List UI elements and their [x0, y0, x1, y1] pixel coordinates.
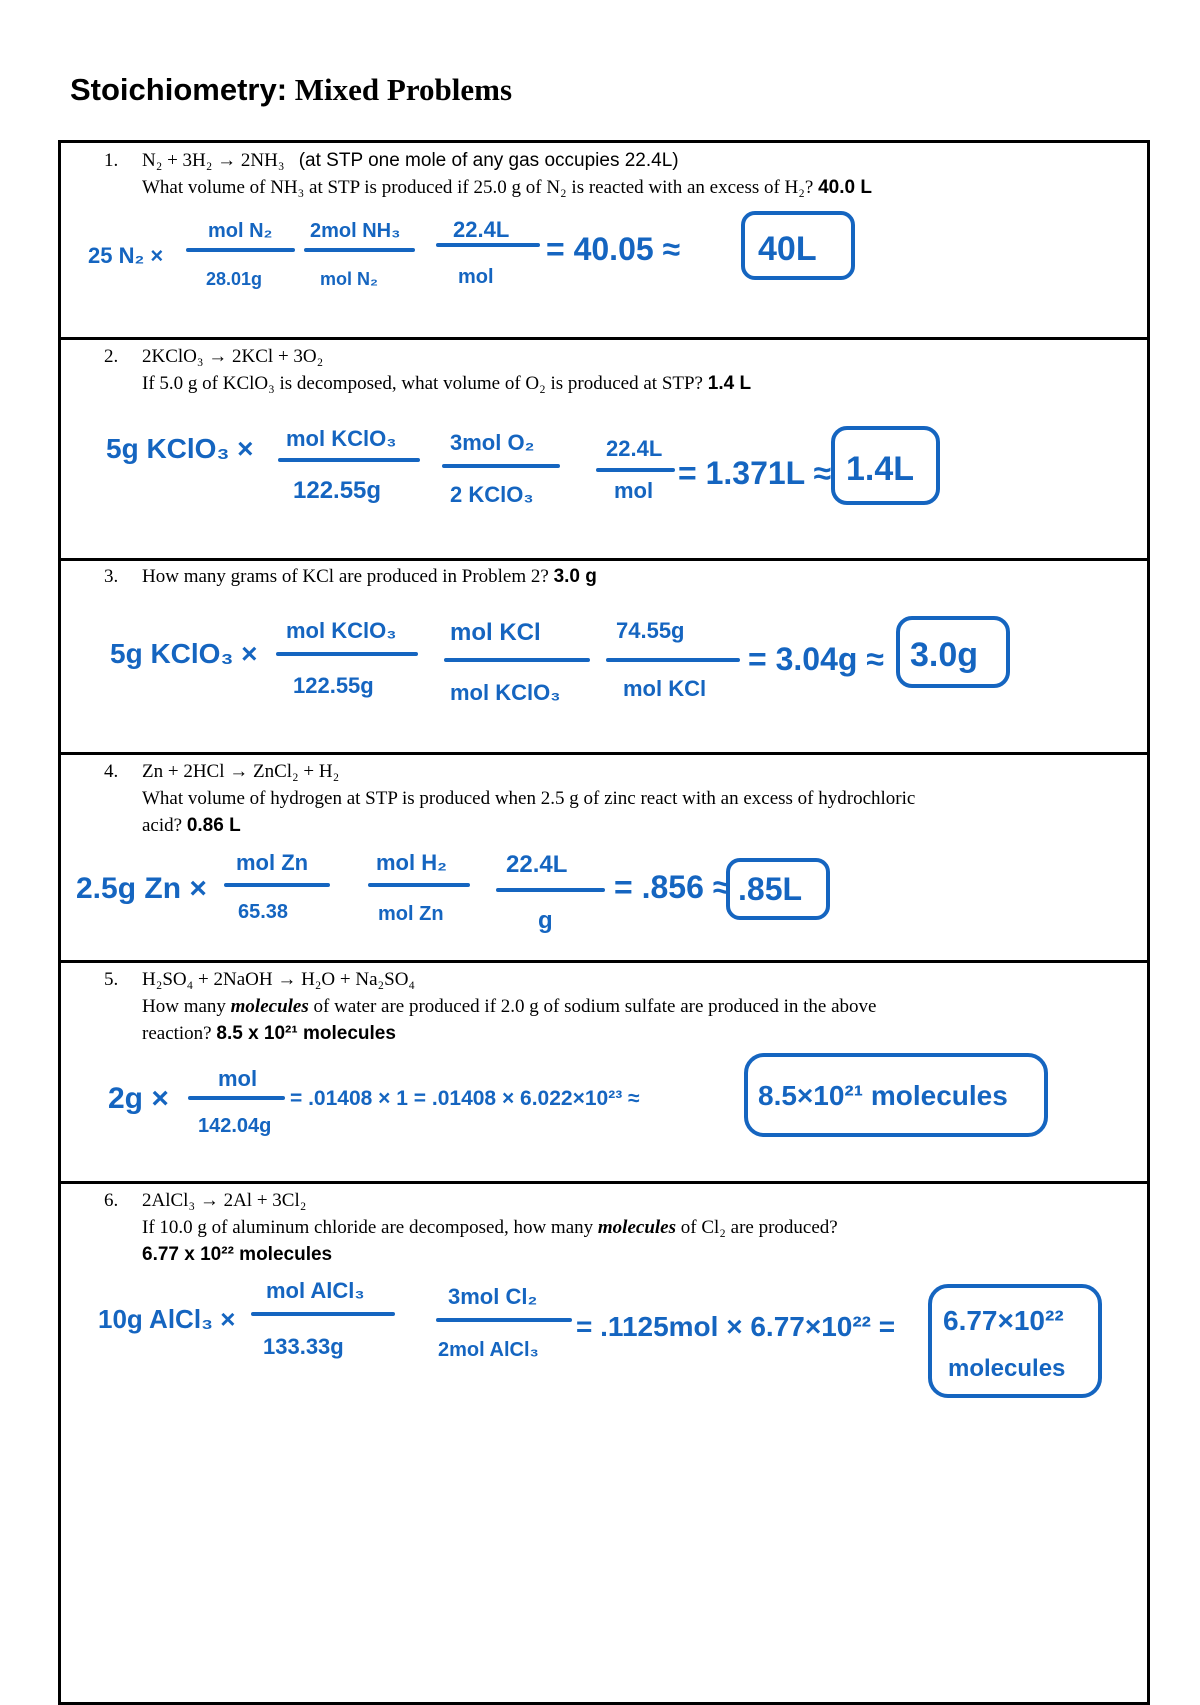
work-factor-denominator: mol KCl	[623, 676, 707, 701]
problem-emphasis: molecules	[597, 1217, 676, 1238]
work-factor-numerator: mol Zn	[236, 850, 309, 875]
work-factor-denominator: 122.55g	[293, 477, 382, 504]
problem-answer: 0.86 L	[186, 815, 241, 836]
work-factor-denominator: mol N₂	[320, 269, 378, 289]
problem-question: How many grams of KCl are produced in Problem 2?	[142, 566, 549, 587]
work-start: 10g AlCl₃ ×	[98, 1304, 236, 1334]
work-factor-denominator: mol KClO₃	[450, 680, 561, 705]
problem-question-cont: reaction?	[142, 1023, 212, 1044]
work-factor-denominator: 133.33g	[263, 1334, 344, 1359]
handwritten-work-6	[58, 1268, 1150, 1408]
problem-number: 5.	[104, 969, 119, 990]
work-factor-numerator: 22.4L	[506, 851, 568, 878]
work-start: 2.5g Zn ×	[76, 872, 207, 905]
work-factor-numerator: 3mol Cl₂	[448, 1284, 538, 1309]
problem-equation: Zn + 2HCl → ZnCl₂ + H₂	[142, 761, 340, 782]
handwritten-work-3	[58, 608, 1150, 718]
problem-6-text	[104, 1187, 838, 1268]
work-factor-denominator: 2mol AlCl₃	[438, 1339, 539, 1361]
handwritten-work-1	[58, 205, 1150, 305]
work-factor-numerator: 3mol O₂	[450, 430, 535, 455]
work-start: 5g KClO₃ ×	[110, 638, 258, 669]
work-factor-denominator: 2 KClO₃	[450, 482, 534, 507]
work-boxed-answer-unit: molecules	[948, 1355, 1066, 1382]
problem-question-cont: acid?	[142, 815, 183, 836]
work-factor-numerator: mol KCl	[450, 619, 541, 646]
problem-answer: 8.5 x 10²¹ molecules	[216, 1023, 396, 1044]
title-part2: Mixed Problems	[294, 72, 513, 107]
problem-number: 3.	[104, 566, 119, 587]
problem-question: If 5.0 g of KClO₃ is decomposed, what volume of O₂ is produced at STP?	[142, 373, 703, 394]
problem-question: How many	[142, 996, 226, 1017]
work-result: = 1.371L ≈	[678, 455, 832, 491]
work-factor-numerator: mol AlCl₃	[266, 1278, 365, 1303]
work-factor-numerator: 2mol NH₃	[310, 220, 401, 242]
title-part1: Stoichiometry:	[70, 72, 288, 107]
problem-number: 6.	[104, 1190, 119, 1211]
work-factor-numerator: mol H₂	[376, 850, 447, 875]
problem-number: 2.	[104, 346, 119, 367]
problem-answer: 1.4 L	[707, 373, 752, 394]
problem-question: of water are produced if 2.0 g of sodium sulfate are produced in the above	[313, 996, 877, 1017]
work-factor-denominator: 142.04g	[198, 1115, 272, 1137]
handwritten-work-2	[58, 418, 1150, 518]
problem-equation: 2AlCl₃ → 2Al + 3Cl₂	[142, 1190, 307, 1211]
work-result: = 3.04g ≈	[748, 641, 884, 677]
work-boxed-answer: 8.5×10²¹ molecules	[758, 1080, 1008, 1111]
problem-number: 4.	[104, 761, 119, 782]
problem-2-text	[104, 343, 751, 397]
work-boxed-answer: 1.4L	[846, 450, 915, 488]
work-factor-numerator: 22.4L	[606, 436, 663, 461]
problem-answer: 40.0 L	[818, 177, 872, 198]
work-factor-denominator: mol	[458, 266, 494, 288]
problem-equation: N₂ + 3H₂ → 2NH₃	[142, 150, 285, 171]
work-factor-numerator: mol	[218, 1066, 258, 1091]
problem-equation: 2KClO₃ → 2KCl + 3O₂	[142, 346, 324, 367]
work-boxed-answer: 6.77×10²²	[943, 1305, 1064, 1336]
work-boxed-answer: 3.0g	[910, 636, 979, 674]
problem-emphasis: molecules	[230, 996, 309, 1017]
problem-note: (at STP one mole of any gas occupies 22.4L)	[298, 150, 679, 171]
work-factor-numerator: 74.55g	[616, 618, 685, 643]
work-factor-numerator: mol KClO₃	[286, 426, 397, 451]
work-factor-denominator: mol	[614, 478, 654, 503]
problem-number: 1.	[104, 150, 119, 171]
work-factor-denominator: 28.01g	[206, 269, 263, 289]
work-result: = .1125mol × 6.77×10²² =	[576, 1311, 896, 1342]
work-factor-denominator: g	[538, 907, 553, 934]
problem-1-text	[104, 147, 872, 201]
problem-5-text	[104, 966, 876, 1047]
problem-answer: 3.0 g	[553, 566, 597, 587]
work-factor-numerator: mol N₂	[208, 220, 273, 242]
work-boxed-answer: 40L	[758, 230, 817, 268]
problem-equation: H₂SO₄ + 2NaOH → H₂O + Na₂SO₄	[142, 969, 416, 990]
work-factor-denominator: 65.38	[238, 901, 289, 923]
problem-3-text	[104, 563, 597, 590]
page-title	[70, 72, 512, 108]
work-factor-numerator: 22.4L	[453, 217, 510, 242]
handwritten-work-4	[58, 840, 1150, 940]
work-factor-denominator: 122.55g	[293, 673, 374, 698]
problem-question: What volume of hydrogen at STP is produced when 2.5 g of zinc react with an excess of hydrochloric	[142, 788, 916, 809]
work-result: = .01408 × 1 = .01408 × 6.022×10²³ ≈	[290, 1087, 640, 1110]
work-start: 2g ×	[108, 1082, 169, 1115]
work-factor-numerator: mol KClO₃	[286, 618, 397, 643]
problem-4-text	[104, 758, 915, 839]
handwritten-work-5	[58, 1050, 1150, 1160]
work-result: = 40.05 ≈	[546, 231, 681, 267]
problem-question: of Cl₂ are produced?	[680, 1217, 838, 1238]
problem-question: If 10.0 g of aluminum chloride are decomposed, how many	[142, 1217, 594, 1238]
work-boxed-answer: .85L	[738, 871, 803, 907]
work-start: 25 N₂ ×	[88, 243, 164, 268]
work-result: = .856 ≈	[614, 869, 731, 905]
work-start: 5g KClO₃ ×	[106, 433, 254, 464]
problem-question: What volume of NH₃ at STP is produced if 25.0 g of N₂ is reacted with an excess of H₂?	[142, 177, 814, 198]
problem-answer: 6.77 x 10²² molecules	[142, 1244, 333, 1265]
work-factor-denominator: mol Zn	[378, 903, 444, 925]
